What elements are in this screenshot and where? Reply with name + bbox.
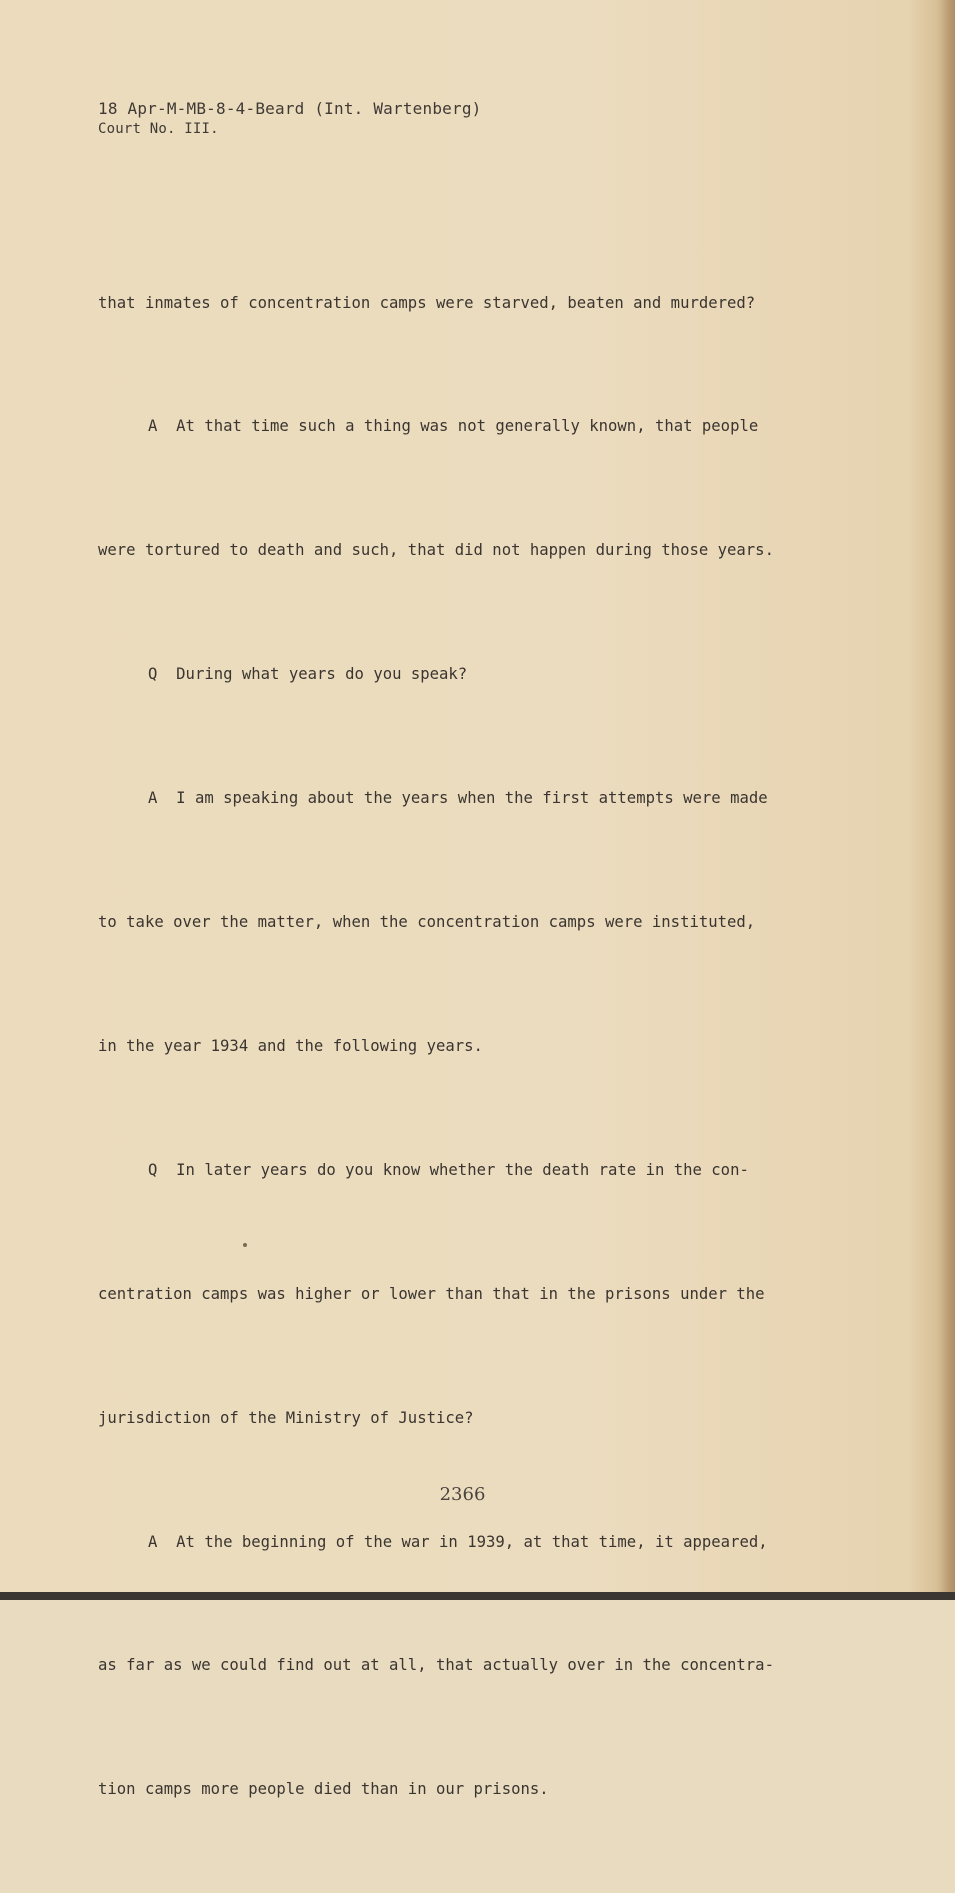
transcript-line: tion camps more people died than in our prisons.: [98, 1780, 549, 1799]
transcript-line: to take over the matter, when the concentration camps were instituted,: [98, 913, 756, 932]
transcript-line: A At the beginning of the war in 1939, at that time, it appeared,: [148, 1532, 768, 1551]
transcript-line: were tortured to death and such, that did not happen during those years.: [98, 541, 774, 560]
transcript-line: centration camps was higher or lower than that in the prisons under the: [98, 1284, 765, 1303]
transcript-line: in the year 1934 and the following years.: [98, 1036, 483, 1055]
transcript-line: A At that time such a thing was not generally known, that people: [148, 417, 759, 436]
paper-speck: [243, 1243, 247, 1247]
transcript-line: as far as we could find out at all, that actually over in the concentra-: [98, 1656, 774, 1675]
transcript-line: jurisdiction of the Ministry of Justice?: [98, 1408, 474, 1427]
document-header: [98, 98, 481, 140]
transcript-line: Q In later years do you know whether the death rate in the con-: [148, 1160, 749, 1179]
scan-border: [0, 1592, 955, 1600]
transcript-body: [98, 200, 858, 1893]
transcript-line: that inmates of concentration camps were starved, beaten and murdered?: [98, 293, 756, 312]
page-edge-shadow: [941, 0, 955, 1592]
page-number: 2366: [439, 1484, 486, 1505]
header-court: Court No. III.: [98, 121, 219, 137]
header-reference: 18 Apr-M-MB-8-4-Beard (Int. Wartenberg): [98, 99, 482, 118]
transcript-line: Q During what years do you speak?: [148, 665, 468, 684]
transcript-line: A I am speaking about the years when the first attempts were made: [148, 789, 768, 808]
